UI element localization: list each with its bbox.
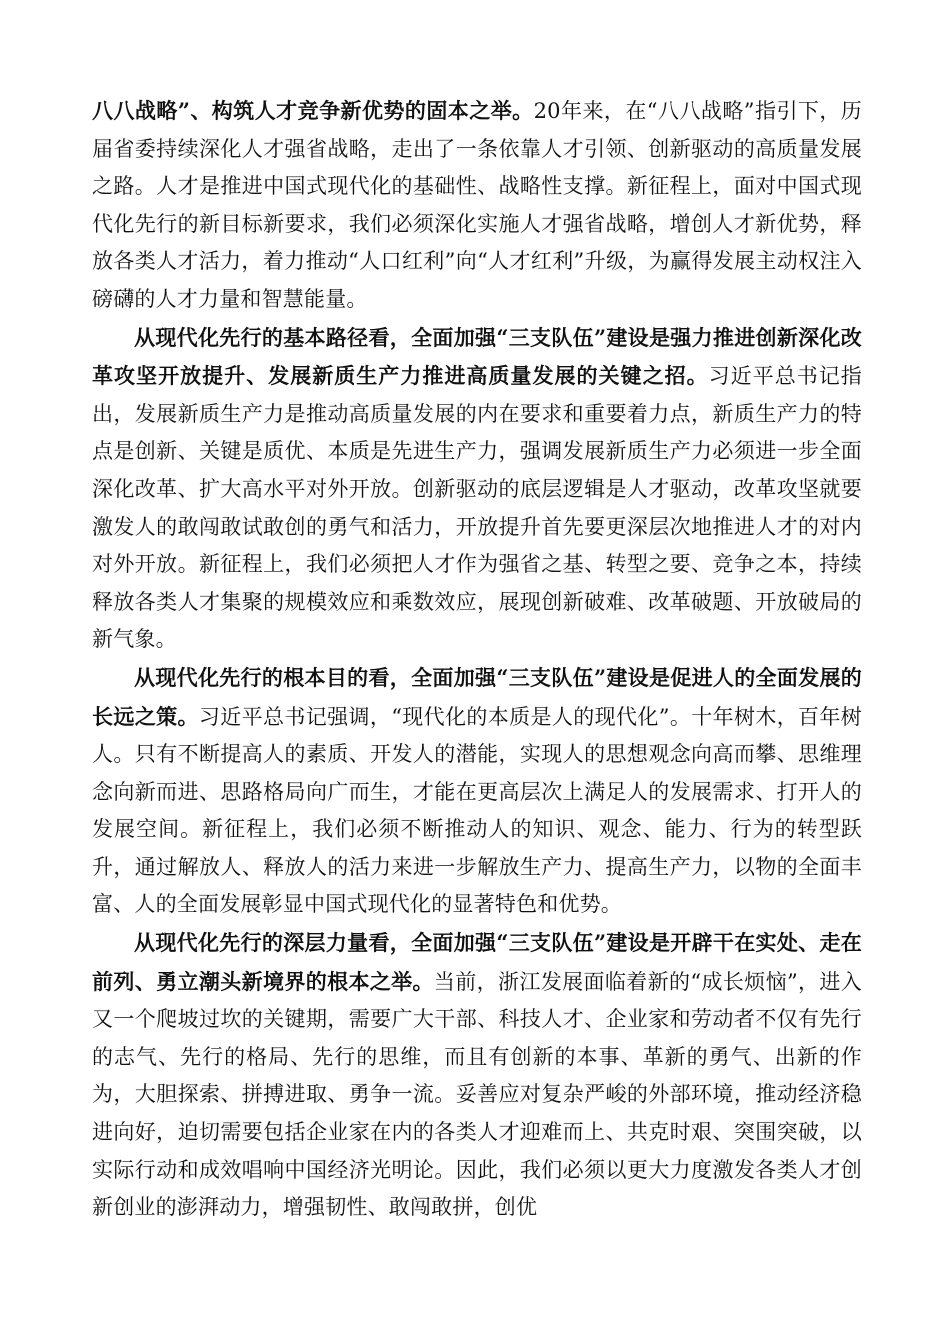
paragraph-1-lead: 八八战略”、构筑人才竞争新优势的固本之举。 <box>92 98 534 123</box>
paragraph-3 <box>92 659 862 924</box>
paragraph-1-body: 20年来，在“八八战略”指引下，历届省委持续深化人才强省战略，走出了一条依靠人才引领、创新驱动的高质量发展之路。人才是推进中国式现代化的基础性、战略性支撑。新征程上，面对中国式现代化先行的新目标新要求，我们必须深化实施人才强省战略，增创人才新优势，释放各类人才活力，着力推动“人口红利”向“人才红利”升级，为赢得发展主动权注入磅礴的人才力量和智慧能量。 <box>92 99 863 311</box>
paragraph-3-lead: 从现代化先行的根本目的看，全面加强“三支队伍”建设是促进人的全面发展的长远之策。 <box>92 664 862 729</box>
paragraph-4-body: 当前，浙江发展面临着新的“成长烦恼”，进入又一个爬坡过坎的关键期，需要广大干部、科技人才、企业家和劳动者不仅有先行的志气、先行的格局、先行的思维，而且有创新的本事、革新的勇气、出新的作为，大胆探索、拼搏进取、勇争一流。妥善应对复杂严峻的外部环境，推动经济稳进向好，迫切需要包括企业家在内的各类人才迎难而上、共克时艰、突围突破，以实际行动和成效唱响中国经济光明论。因此，我们必须以更大力度激发各类人才创新创业的澎湃动力，增强韧性、敢闯敢拼，创优 <box>92 969 862 1220</box>
paragraph-2-body: 习近平总书记指出，发展新质生产力是推动高质量发展的内在要求和重要着力点，新质生产力的特点是创新、关键是质优、本质是先进生产力，强调发展新质生产力必须进一步全面深化改革、扩大高水平对外开放。创新驱动的底层逻辑是人才驱动，改革攻坚就要激发人的敢闯敢试敢创的勇气和活力，开放提升首先要更深层次地推进人才的对内对外开放。新征程上，我们必须把人才作为强省之基、转型之要、竞争之本，持续释放各类人才集聚的规模效应和乘数效应，展现创新破难、改革破题、开放破局的新气象。 <box>92 364 862 652</box>
paragraph-2 <box>92 319 862 659</box>
paragraph-1 <box>92 92 862 319</box>
paragraph-2-lead: 从现代化先行的基本路径看，全面加强“三支队伍”建设是强力推进创新深化改革攻坚开放提升、发展新质生产力推进高质量发展的关键之招。 <box>92 324 862 389</box>
paragraph-4 <box>92 924 862 1227</box>
paragraph-3-body: 习近平总书记强调，“现代化的本质是人的现代化”。十年树木，百年树人。只有不断提高人的素质、开发人的潜能，实现人的思想观念向高而攀、思维理念向新而进、思路格局向广而生，才能在更高层次上满足人的发展需求、打开人的发展空间。新征程上，我们必须不断推动人的知识、观念、能力、行为的转型跃升，通过解放人、释放人的活力来进一步解放生产力、提高生产力，以物的全面丰富、人的全面发展彰显中国式现代化的显著特色和优势。 <box>92 704 863 917</box>
document-page <box>92 92 862 1227</box>
paragraph-4-lead: 从现代化先行的深层力量看，全面加强“三支队伍”建设是开辟干在实处、走在前列、勇立潮头新境界的根本之举。 <box>92 930 862 994</box>
